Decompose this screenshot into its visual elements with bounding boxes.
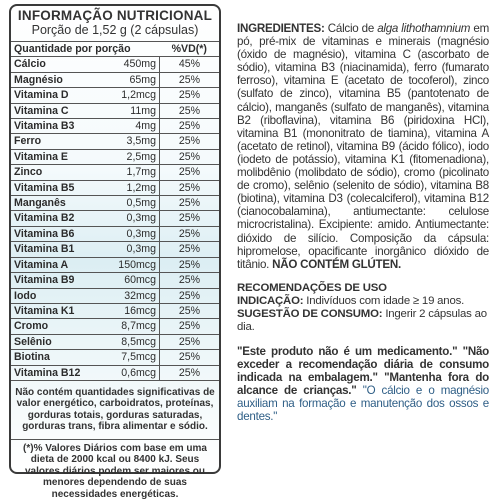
nutrient-name: Vitamina C: [11, 103, 93, 118]
ingredients-block: [237, 22, 489, 271]
serving-size: Porção de 1,52 g (2 cápsulas): [31, 23, 199, 37]
nutrient-vd: 25%: [160, 149, 220, 164]
suggestion-label: SUGESTÃO DE CONSUMO:: [237, 308, 383, 321]
nutrient-vd: 25%: [160, 303, 220, 318]
nutrient-vd: 25%: [160, 257, 220, 272]
nutrient-name: Vitamina B1: [11, 242, 93, 257]
table-row: [11, 365, 219, 380]
nutrient-name: Zinco: [11, 165, 93, 180]
nutrient-amount: 4mg: [93, 119, 160, 134]
nutrient-vd: 25%: [160, 119, 220, 134]
vd-header: %VD(*): [160, 42, 220, 57]
nutrition-title: INFORMAÇÃO NUTRICIONAL: [17, 8, 213, 23]
table-row: [11, 303, 219, 318]
ingredients-text-2: em pó, pré-mix de vitaminas e minerais (magnésio (óxido de magnésio), vitamina C (ascorbato de sódio), vitamina B3 (niacinamida), ferro (fumarato ferroso), vitamina E (acetato de tocoferol), zinco (sulfato de zinco), vitamina B5 (pantotenato de cálcio), manganês (sulfato de manganês), vitamina B2 (riboflavina), vitamina B6 (piridoxina HCl), vitamina B1 (mononitrato de tiamina), vitamina A (acetato de retinol), vitamina B9 (ácido fólico), iodo (iodeto de potássio), vitamina K1 (fitomenadiona), molibdênio (molibdato de sódio), cromo (picolinato de cromo), selênio (selenito de sódio), vitamina B8 (biotina), vitamina D3 (colecalciferol), vitamina B12 (cianocobalamina), antiumectante: celulose microcristalina). Excipiente: amido. Antiumectante: dióxido de silício. Composição da cápsula: hipromelose, opacificante inorgânico dióxido de titânio.: [237, 22, 489, 271]
nutrient-name: Iodo: [11, 288, 93, 303]
nutrient-amount: 0,3mg: [93, 242, 160, 257]
nutrient-name: Vitamina B2: [11, 211, 93, 226]
nutrient-vd: 25%: [160, 226, 220, 241]
nutrient-name: Manganês: [11, 196, 93, 211]
nutrient-amount: 7,5mcg: [93, 350, 160, 365]
nutrient-amount: 8,5mcg: [93, 334, 160, 349]
recommendations-title: RECOMENDAÇÕES DE USO: [237, 281, 387, 294]
table-row: [11, 211, 219, 226]
indication-label: INDICAÇÃO:: [237, 294, 304, 307]
nutrition-table: [11, 41, 219, 381]
nutrient-amount: 0,3mg: [93, 226, 160, 241]
nutrient-vd: 25%: [160, 196, 220, 211]
nutrient-amount: 0,3mg: [93, 211, 160, 226]
nutrient-amount: 16mcg: [93, 303, 160, 318]
nutrient-vd: 25%: [160, 365, 220, 380]
table-row: [11, 57, 219, 72]
table-row: [11, 334, 219, 349]
info-column: [237, 22, 489, 423]
nutrient-name: Vitamina E: [11, 149, 93, 164]
nutrient-amount: 450mg: [93, 57, 160, 72]
warning-block: [237, 345, 489, 424]
indication-text: Indivíduos com idade ≥ 19 anos.: [303, 294, 465, 307]
nutrition-table-header: [11, 42, 219, 57]
indication-line: [237, 295, 489, 308]
nutrient-vd: 25%: [160, 242, 220, 257]
nutrition-table-body: [11, 57, 219, 381]
suggestion-line: [237, 308, 489, 334]
table-row: [11, 196, 219, 211]
nutrient-name: Vitamina D: [11, 88, 93, 103]
nutrient-vd: 45%: [160, 57, 220, 72]
nutrient-vd: 25%: [160, 350, 220, 365]
table-row: [11, 257, 219, 272]
nutrient-amount: 1,7mg: [93, 165, 160, 180]
nutrient-amount: 60mcg: [93, 273, 160, 288]
suggestion-text: Ingerir 2 cápsulas ao dia.: [237, 308, 487, 334]
table-row: [11, 319, 219, 334]
recommendations-block: [237, 282, 489, 335]
warning-text: "Este produto não é um medicamento." "Não exceder a recomendação diária de consumo indicada na embalagem." "Mantenha fora do alcance de crianças.": [237, 344, 489, 397]
nutrient-vd: 25%: [160, 165, 220, 180]
table-row: [11, 119, 219, 134]
insignificant-note: Não contém quantidades significativas de valor energético, carboidratos, proteínas, gorduras totais, gorduras saturadas, gorduras trans, fibra alimentar e sódio.: [15, 386, 215, 433]
nutrient-vd: 25%: [160, 180, 220, 195]
nutrient-vd: 25%: [160, 134, 220, 149]
nutrient-name: Vitamina A: [11, 257, 93, 272]
nutrient-amount: 1,2mg: [93, 180, 160, 195]
ingredients-label: INGREDIENTES:: [237, 22, 325, 35]
nutrient-amount: 65mg: [93, 72, 160, 87]
nutrient-amount: 0,5mg: [93, 196, 160, 211]
nutrient-name: Vitamina B9: [11, 273, 93, 288]
nutrient-name: Vitamina B3: [11, 119, 93, 134]
health-claim: "O cálcio e o magnésio auxiliam na formação e manutenção dos ossos e dentes.": [237, 383, 489, 424]
nutrient-amount: 8,7mcg: [93, 319, 160, 334]
nutrient-vd: 25%: [160, 288, 220, 303]
table-row: [11, 350, 219, 365]
nutrient-vd: 25%: [160, 88, 220, 103]
table-row: [11, 72, 219, 87]
nutrient-amount: 1,2mcg: [93, 88, 160, 103]
table-row: [11, 288, 219, 303]
nutrient-vd: 25%: [160, 273, 220, 288]
table-row: [11, 88, 219, 103]
table-row: [11, 226, 219, 241]
nutrient-name: Cromo: [11, 319, 93, 334]
table-row: [11, 180, 219, 195]
nutrient-vd: 25%: [160, 319, 220, 334]
table-row: [11, 134, 219, 149]
nutrient-name: Vitamina B6: [11, 226, 93, 241]
nutrient-name: Selênio: [11, 334, 93, 349]
nutrient-vd: 25%: [160, 72, 220, 87]
nutrient-amount: 2,5mg: [93, 149, 160, 164]
nutrient-name: Vitamina B5: [11, 180, 93, 195]
table-row: [11, 149, 219, 164]
nutrient-name: Ferro: [11, 134, 93, 149]
nutrient-vd: 25%: [160, 103, 220, 118]
nutrient-amount: 150mcg: [93, 257, 160, 272]
gluten-statement: NÃO CONTÉM GLÚTEN.: [272, 257, 401, 271]
table-row: [11, 273, 219, 288]
nutrient-name: Vitamina K1: [11, 303, 93, 318]
ingredients-text-1: Cálcio de: [324, 22, 378, 35]
nutrient-vd: 25%: [160, 334, 220, 349]
nutrient-amount: 32mcg: [93, 288, 160, 303]
quantity-header: Quantidade por porção: [11, 42, 160, 57]
daily-value-note: (*)% Valores Diários com base em uma dieta de 2000 kcal ou 8400 kJ. Seus valores diários podem ser maiores ou menores dependendo de suas necessidades energéticas.: [23, 442, 207, 500]
nutrient-name: Magnésio: [11, 72, 93, 87]
nutrient-amount: 11mg: [93, 103, 160, 118]
nutrition-facts-panel: [9, 4, 221, 500]
nutrition-header: [11, 6, 219, 37]
nutrient-vd: 25%: [160, 211, 220, 226]
nutrient-name: Cálcio: [11, 57, 93, 72]
nutrient-name: Vitamina B12: [11, 365, 93, 380]
nutrient-amount: 3,5mg: [93, 134, 160, 149]
ingredients-italic: alga lithothamnium: [377, 22, 471, 35]
table-row: [11, 103, 219, 118]
nutrient-amount: 0,6mcg: [93, 365, 160, 380]
nutrient-name: Biotina: [11, 350, 93, 365]
table-row: [11, 165, 219, 180]
table-row: [11, 242, 219, 257]
